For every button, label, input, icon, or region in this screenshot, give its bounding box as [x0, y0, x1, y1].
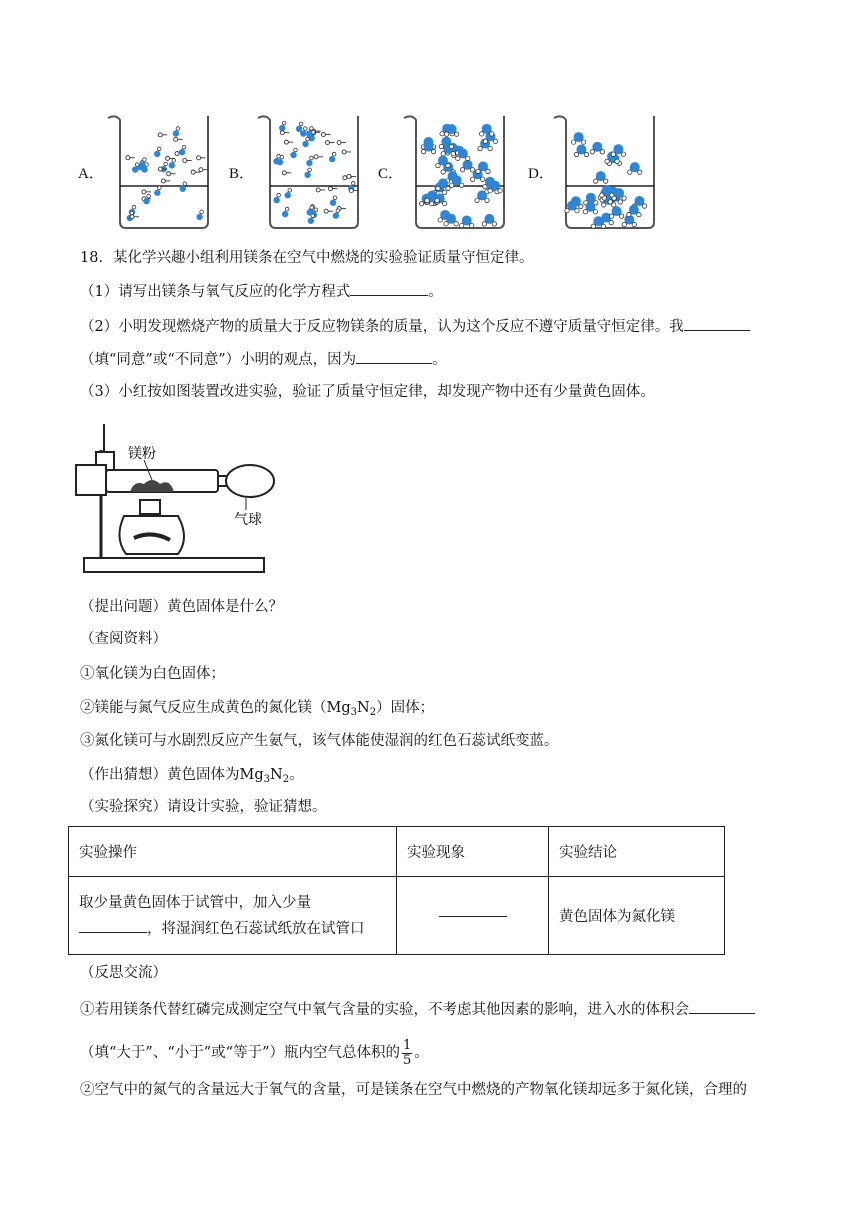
fact-1: ①氧化镁为白色固体； [80, 666, 225, 682]
beaker-d-figure [552, 110, 662, 232]
molecule-icon [590, 142, 604, 154]
molecule-icon [154, 147, 161, 157]
q18-stem: 18．某化学兴趣小组利用镁条在空气中燃烧的实验验证质量守恒定律。 [80, 250, 534, 266]
molecule-icon [142, 190, 151, 194]
molecule-icon [330, 196, 337, 206]
beaker-a-figure [106, 110, 216, 232]
molecule-icon [130, 215, 139, 219]
molecule-icon [199, 168, 208, 172]
answer-blank-equation[interactable] [350, 281, 428, 296]
molecule-icon [282, 207, 289, 217]
molecule-icon [302, 137, 309, 147]
tube-stopper [76, 465, 106, 495]
label-balloon: 气球 [234, 512, 262, 528]
molecule-icon [306, 156, 313, 166]
option-d-label: D． [528, 166, 554, 182]
q18-part3: （3）小红按如图装置改进实验，验证了质量守恒定律，却发现产物中还有少量黄色固体。 [80, 384, 655, 400]
molecule-icon [628, 162, 642, 174]
molecule-icon [337, 141, 346, 145]
answer-blank-agree[interactable] [684, 316, 750, 331]
iron-stand-base [84, 558, 264, 572]
molecule-icon [574, 145, 588, 157]
molecule-icon [290, 148, 297, 158]
molecule-icon [158, 133, 167, 137]
molecule-icon [304, 168, 311, 178]
cell-conclusion: 黄色固体为氮化镁 [549, 877, 725, 955]
lamp-wick [140, 500, 160, 514]
molecule-icon [436, 156, 450, 168]
molecule-icon [325, 141, 334, 145]
molecule-icon [460, 216, 474, 228]
molecule-icon [460, 160, 474, 172]
molecule-icon [197, 156, 206, 160]
beaker-b-figure [256, 110, 366, 232]
molecule-icon [342, 150, 351, 154]
header-operation: 实验操作 [69, 827, 397, 877]
molecule-icon [143, 194, 150, 204]
molecule-icon [174, 137, 183, 141]
molecule-icon [183, 158, 192, 162]
molecule-icon [314, 155, 323, 159]
hypothesis: （作出猜想）黄色固体为$Mg_3N_2$。 [80, 767, 304, 785]
molecule-icon [333, 209, 340, 219]
molecule-icon [161, 179, 170, 183]
molecule-icon [167, 172, 176, 176]
header-conclusion: 实验结论 [549, 827, 725, 877]
molecule-icon [321, 132, 330, 136]
q18-part2-line1: （2）小明发现燃烧产物的质量大于反应物镁条的质量，认为这个反应不遵守质量守恒定律。我 [80, 316, 750, 337]
molecule-icon [126, 156, 135, 160]
molecule-icon [139, 158, 146, 168]
inquiry-lookup: （查阅资料） [80, 631, 167, 647]
table-row [69, 877, 725, 955]
beaker-c-figure [402, 110, 512, 232]
molecule-icon [180, 182, 187, 192]
molecule-icon [611, 144, 625, 156]
molecule-icon [284, 140, 293, 144]
molecule-icon [476, 161, 490, 173]
fraction-one-fifth: $\frac{1}{5}$ [402, 1037, 412, 1068]
molecule-icon [285, 188, 292, 198]
reflect-1-line2: （填“大于”、“小于”或“等于”）瓶内空气总体积的 $\frac{1}{5}$ 。 [80, 1037, 429, 1068]
molecule-icon [316, 188, 325, 192]
explore-prompt: （实验探究）请设计实验，验证猜想。 [80, 799, 327, 815]
option-b-label: B． [229, 166, 255, 182]
molecule-icon [482, 214, 496, 226]
molecule-icon [627, 205, 641, 217]
answer-blank-reagent[interactable] [79, 918, 147, 933]
molecule-icon [609, 206, 623, 218]
molecule-icon [179, 145, 186, 155]
molecule-icon [280, 131, 289, 135]
molecule-icon [154, 186, 161, 196]
molecule-icon [279, 121, 286, 131]
answer-blank-reason[interactable] [356, 349, 432, 364]
reflect-1-line1: ①若用镁条代替红磷完成测定空气中氧气含量的实验，不考虑其他因素的影响，进入水的体积会 [80, 999, 755, 1020]
reflect-title: （反思交流） [80, 965, 167, 981]
cell-operation: 取少量黄色固体于试管中，加入少量 ，将湿润红色石蕊试纸放在试管口 [69, 877, 397, 955]
molecule-icon [329, 152, 336, 162]
molecule-icon [273, 193, 280, 203]
molecule-icon [571, 132, 585, 144]
molecule-icon [282, 171, 291, 175]
molecule-icon [296, 122, 303, 132]
apparatus-figure [74, 420, 284, 580]
reflect-2: ②空气中的氮气的含量远大于氧气的含量，可是镁条在空气中燃烧的产物氧化镁却远多于氮化镁，合理的 [80, 1082, 747, 1098]
label-mg-powder: 镁粉 [128, 446, 156, 462]
q18-part1: （1）请写出镁条与氧气反应的化学方程式 。 [80, 281, 443, 302]
molecule-icon [328, 187, 337, 191]
q18-part2-line2: （填“同意”或“不同意”）小明的观点，因为 。 [80, 349, 447, 370]
option-c-label: C． [378, 166, 404, 182]
experiment-table [68, 826, 725, 955]
answer-blank-phenomenon[interactable] [439, 902, 507, 917]
balloon [226, 465, 274, 497]
inquiry-question: （提出问题）黄色固体是什么？ [80, 599, 283, 615]
header-phenomenon: 实验现象 [397, 827, 549, 877]
molecule-icon [324, 209, 333, 213]
cell-phenomenon [397, 877, 549, 955]
fact-2: ②镁能与氮气反应生成黄色的氮化镁$(Mg_3N_2)$固体； [80, 700, 435, 718]
molecule-icon [196, 210, 203, 220]
molecule-icon [173, 127, 180, 137]
molecule-icon [594, 171, 608, 183]
table-header-row [69, 827, 725, 877]
option-a-label: A． [78, 166, 104, 182]
answer-blank-volume[interactable] [689, 999, 755, 1014]
molecule-icon [169, 159, 176, 169]
fact-3: ③氮化镁可与水剧烈反应产生氨气，该气体能使湿润的红色石蕊试纸变蓝。 [80, 733, 559, 749]
